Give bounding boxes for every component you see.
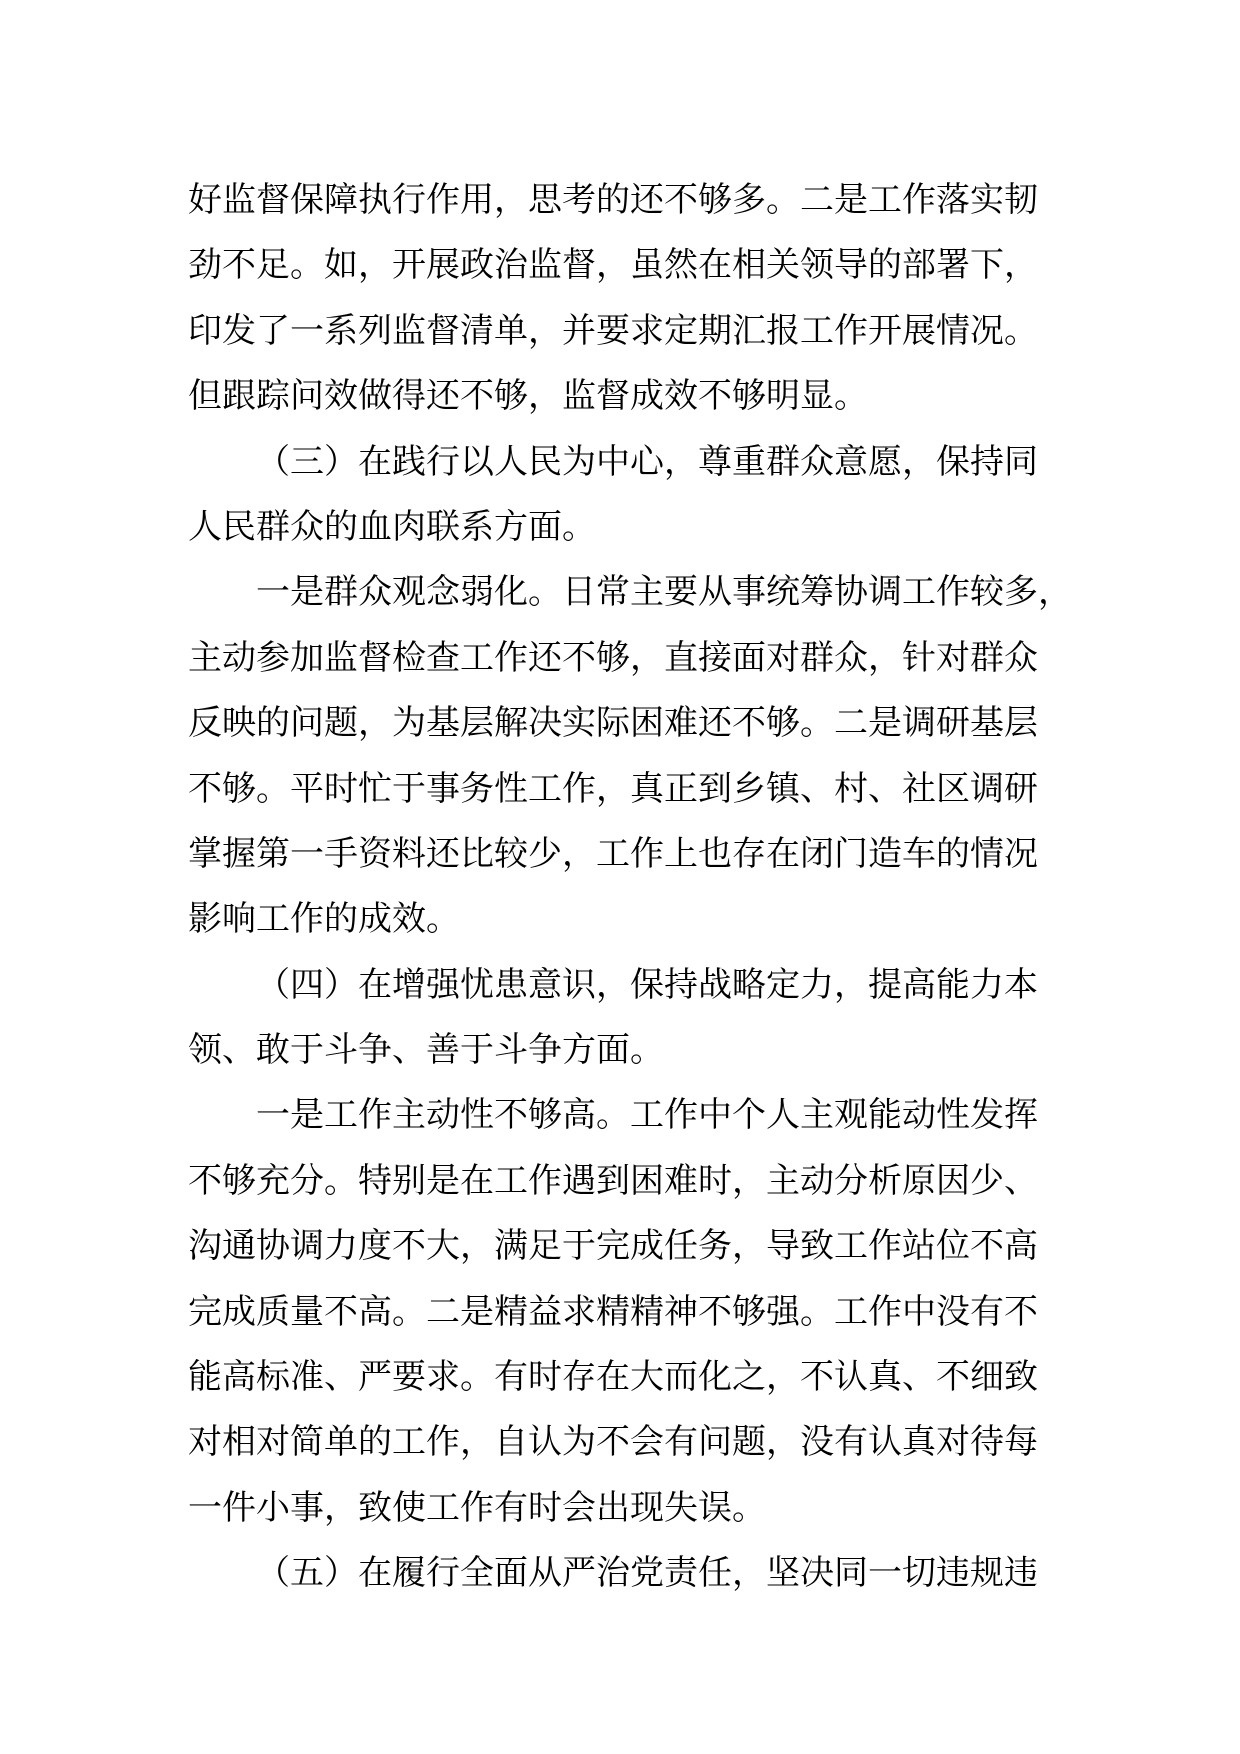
text-line-20: 对相对简单的工作，自认为不会有问题，没有认真对待每 [188,1422,1038,1463]
text-line-17: 沟通协调力度不大，满足于完成任务，导致工作站位不高 [188,1226,1038,1267]
section-heading-5: （五）在履行全面从严治党责任，坚决同一切违规违 [256,1553,1038,1594]
document-body [188,168,1088,1607]
section-heading-3: （三）在践行以人民为中心，尊重群众意愿，保持同 [256,441,1038,482]
text-line-11: 掌握第一手资料还比较少，工作上也存在闭门造车的情况 [188,833,1038,874]
text-line-16: 不够充分。特别是在工作遇到困难时，主动分析原因少、 [188,1160,1038,1201]
text-line-19: 能高标准、严要求。有时存在大而化之，不认真、不细致 [188,1357,1038,1398]
paragraph-start-4: 一是工作主动性不够高。工作中个人主观能动性发挥 [256,1095,1038,1136]
text-line-18: 完成质量不高。二是精益求精精神不够强。工作中没有不 [188,1291,1038,1332]
section-heading-4: （四）在增强忧患意识，保持战略定力，提高能力本 [256,964,1038,1005]
text-line-6: 人民群众的血肉联系方面。 [188,506,596,547]
paragraph-start-3: 一是群众观念弱化。日常主要从事统筹协调工作较多， [256,572,1072,613]
text-line-4: 但跟踪问效做得还不够，监督成效不够明显。 [188,376,868,417]
text-line-10: 不够。平时忙于事务性工作，真正到乡镇、村、社区调研 [188,768,1038,809]
text-line-2: 劲不足。如，开展政治监督，虽然在相关领导的部署下， [188,245,1038,286]
text-line-8: 主动参加监督检查工作还不够，直接面对群众，针对群众 [188,637,1038,678]
text-line-3: 印发了一系列监督清单，并要求定期汇报工作开展情况。 [188,310,1038,351]
text-line-12: 影响工作的成效。 [188,899,460,940]
text-line-14: 领、敢于斗争、善于斗争方面。 [188,1030,664,1071]
text-line-9: 反映的问题，为基层解决实际困难还不够。二是调研基层 [188,703,1038,744]
text-line-1: 好监督保障执行作用，思考的还不够多。二是工作落实韧 [188,180,1038,220]
text-line-21: 一件小事，致使工作有时会出现失误。 [188,1487,766,1528]
